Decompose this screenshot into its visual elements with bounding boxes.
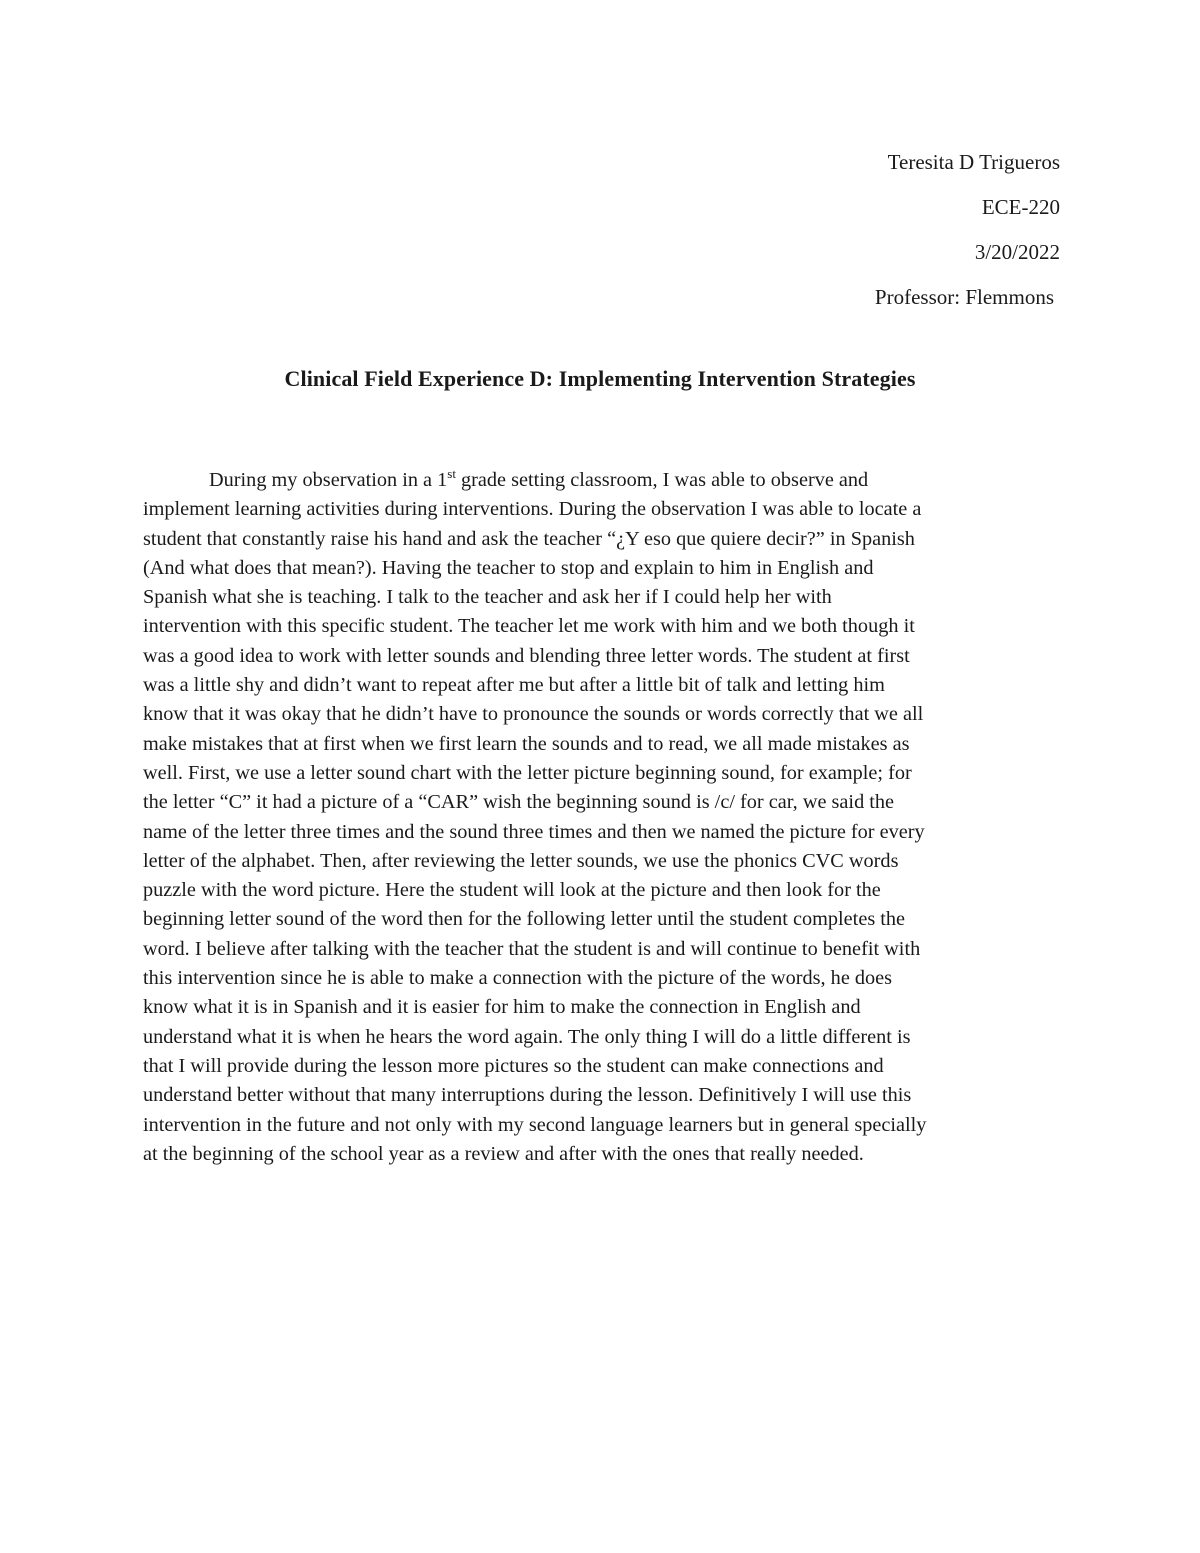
body-line-1-start: During my observation in a 1 bbox=[209, 469, 448, 491]
body-line: understand what it is when he hears the word again. The only thing I will do a little different is bbox=[143, 1025, 911, 1048]
body-line: was a good idea to work with letter sounds and blending three letter words. The student at first bbox=[143, 644, 910, 667]
course-code: ECE-220 bbox=[981, 195, 1060, 219]
body-line: beginning letter sound of the word then for the following letter until the student completes the bbox=[143, 908, 906, 931]
body-line: implement learning activities during interventions. During the observation I was able to locate a bbox=[143, 498, 922, 521]
body-line: word. I believe after talking with the teacher that the student is and will continue to benefit with bbox=[143, 937, 921, 960]
body-line: this intervention since he is able to make a connection with the picture of the words, he does bbox=[143, 967, 893, 990]
body-paragraph bbox=[143, 466, 1057, 1169]
body-line: intervention with this specific student. The teacher let me work with him and we both though it bbox=[143, 615, 915, 638]
body-line: intervention in the future and not only with my second language learners but in general specially bbox=[143, 1113, 927, 1136]
author-name: Teresita D Trigueros bbox=[887, 150, 1060, 174]
body-line: well. First, we use a letter sound chart with the letter picture beginning sound, for example; for bbox=[143, 761, 912, 784]
body-line: puzzle with the word picture. Here the student will look at the picture and then look for the bbox=[143, 879, 881, 902]
body-line: understand better without that many interruptions during the lesson. Definitively I will use this bbox=[143, 1084, 912, 1107]
body-line-1-end: grade setting classroom, I was able to observe and bbox=[455, 469, 869, 491]
document-title: Clinical Field Experience D: Implementing Intervention Strategies bbox=[284, 366, 916, 391]
document-date: 3/20/2022 bbox=[974, 240, 1060, 264]
header-block bbox=[875, 140, 1060, 320]
body-line: name of the letter three times and the sound three times and then we named the picture for every bbox=[143, 820, 925, 843]
body-line: know that it was okay that he didn’t have to pronounce the sounds or words correctly that we all bbox=[143, 703, 924, 726]
professor-name: Professor: Flemmons bbox=[874, 285, 1054, 309]
body-line: student that constantly raise his hand and ask the teacher “¿Y eso que quiere decir?” in Spanish bbox=[143, 527, 915, 550]
body-line: that I will provide during the lesson more pictures so the student can make connections and bbox=[143, 1054, 884, 1077]
body-line: at the beginning of the school year as a review and after with the ones that really needed. bbox=[143, 1142, 864, 1165]
body-line: know what it is in Spanish and it is easier for him to make the connection in English and bbox=[143, 996, 861, 1019]
ordinal-superscript: st bbox=[447, 466, 456, 481]
body-line: Spanish what she is teaching. I talk to the teacher and ask her if I could help her with bbox=[143, 586, 832, 609]
body-line: letter of the alphabet. Then, after reviewing the letter sounds, we use the phonics CVC words bbox=[143, 849, 899, 872]
body-line: (And what does that mean?). Having the teacher to stop and explain to him in English and bbox=[143, 556, 874, 579]
body-line: was a little shy and didn’t want to repeat after me but after a little bit of talk and letting him bbox=[143, 674, 885, 697]
body-line bbox=[143, 466, 1057, 495]
body-line: make mistakes that at first when we first learn the sounds and to read, we all made mistakes as bbox=[143, 732, 910, 755]
body-line: the letter “C” it had a picture of a “CAR” wish the beginning sound is /c/ for car, we said the bbox=[143, 791, 895, 814]
